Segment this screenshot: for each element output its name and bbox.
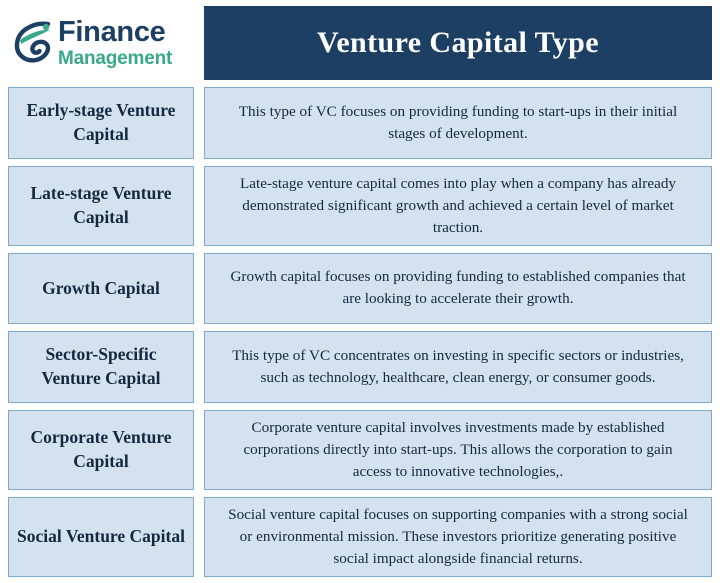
table-row <box>8 87 712 159</box>
table-row <box>8 331 712 403</box>
table-row <box>8 497 712 577</box>
brand-logo <box>8 6 194 80</box>
e-swoosh-logo-icon <box>12 20 52 66</box>
table-row <box>8 166 712 246</box>
row-label: Corporate Venture Capital <box>8 410 194 490</box>
row-description: Corporate venture capital involves investments made by established corporations directly into start-ups. This allows the corporation to gain access to innovative technologies,. <box>204 410 712 490</box>
logo-text <box>58 17 172 68</box>
row-label: Late-stage Venture Capital <box>8 166 194 246</box>
table-row <box>8 410 712 490</box>
row-label: Early-stage Venture Capital <box>8 87 194 159</box>
row-label: Social Venture Capital <box>8 497 194 577</box>
row-description: Growth capital focuses on providing funding to established companies that are looking to accelerate their growth. <box>204 253 712 325</box>
row-label: Sector-Specific Venture Capital <box>8 331 194 403</box>
logo-secondary-text: Management <box>58 47 173 69</box>
row-description: This type of VC focuses on providing funding to start-ups in their initial stages of development. <box>204 87 712 159</box>
row-description: Late-stage venture capital comes into play when a company has already demonstrated significant growth and achieved a certain level of market traction. <box>204 166 712 246</box>
header-row <box>8 6 712 80</box>
row-description: Social venture capital focuses on supporting companies with a strong social or environmental mission. These investors prioritize generating positive social impact alongside financial returns. <box>204 497 712 577</box>
page-title: Venture Capital Type <box>204 6 712 80</box>
row-description: This type of VC concentrates on investing in specific sectors or industries, such as technology, healthcare, clean energy, or consumer goods. <box>204 331 712 403</box>
logo-wrap <box>12 17 172 68</box>
row-label: Growth Capital <box>8 253 194 325</box>
table-body <box>8 87 712 577</box>
logo-primary-text: Finance <box>58 16 166 49</box>
table-row <box>8 253 712 325</box>
